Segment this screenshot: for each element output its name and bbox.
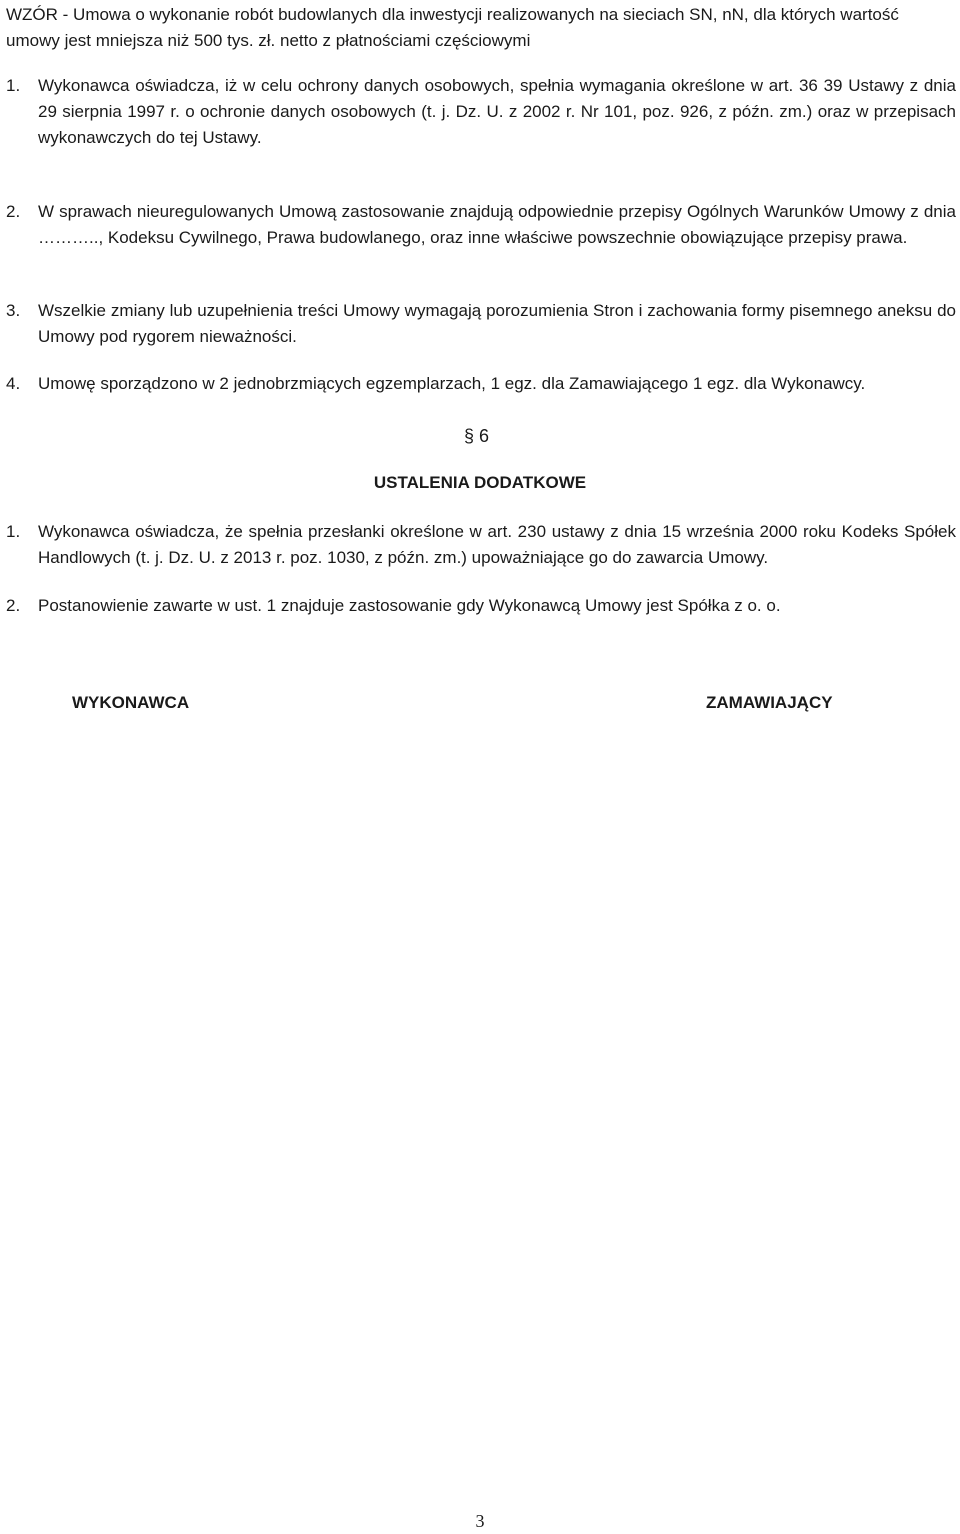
list-item-6-1 <box>6 519 956 571</box>
item-number: 2. <box>6 596 21 615</box>
section-title: USTALENIA DODATKOWE <box>373 473 587 492</box>
item-text: Wykonawca oświadcza, że spełnia przesłanki określone w art. 230 ustawy z dnia 15 września 2000 roku Kodeks Spółek Handlowych (t. j. Dz. U. z 2013 r. poz. 1030, z późn. zm.) upoważniające go do zawarcia Umowy. <box>38 522 956 567</box>
item-text: W sprawach nieuregulowanych Umową zastosowanie znajdują odpowiednie przepisy Ogólnych Warunków Umowy z dnia ……….., Kodeksu Cywilnego, Prawa budowlanego, oraz inne właściwe powszechnie obowiązujące przepisy prawa. <box>38 202 956 247</box>
document-header: WZÓR - Umowa o wykonanie robót budowlanych dla inwestycji realizowanych na sieciach SN, nN, dla których wartość umowy jest mniejsza niż 500 tys. zł. netto z płatnościami częściowymi <box>6 5 899 50</box>
item-text: Wszelkie zmiany lub uzupełnienia treści Umowy wymagają porozumienia Stron i zachowania formy pisemnego aneksu do Umowy pod rygorem nieważności. <box>38 301 956 346</box>
item-number: 2. <box>6 202 21 221</box>
list-item-5-1 <box>6 73 956 151</box>
section-mark: § 6 <box>464 426 490 446</box>
list-item-5-2 <box>6 199 956 251</box>
list-item-5-3 <box>6 298 956 350</box>
item-number: 4. <box>6 374 21 393</box>
item-number: 1. <box>6 522 21 541</box>
item-text: Postanowienie zawarte w ust. 1 znajduje zastosowanie gdy Wykonawcą Umowy jest Spółka z o. o. <box>38 596 781 615</box>
page-number: 3 <box>475 1511 485 1531</box>
item-number: 3. <box>6 301 21 320</box>
item-text: Wykonawca oświadcza, iż w celu ochrony danych osobowych, spełnia wymagania określone w art. 36 39 Ustawy z dnia 29 sierpnia 1997 r. o ochronie danych osobowych (t. j. Dz. U. z 2002 r. Nr 101, poz. 926, z późn. zm.) oraz w przepisach wykonawczych do tej Ustawy. <box>38 76 956 147</box>
item-number: 1. <box>6 76 21 95</box>
item-text: Umowę sporządzono w 2 jednobrzmiących egzemplarzach, 1 egz. dla Zamawiającego 1 egz. dla Wykonawcy. <box>38 374 866 393</box>
list-item-5-4 <box>6 371 956 397</box>
list-item-6-2 <box>6 593 956 619</box>
signature-ordering-party: ZAMAWIAJĄCY <box>706 693 833 712</box>
signature-contractor: WYKONAWCA <box>72 693 190 712</box>
